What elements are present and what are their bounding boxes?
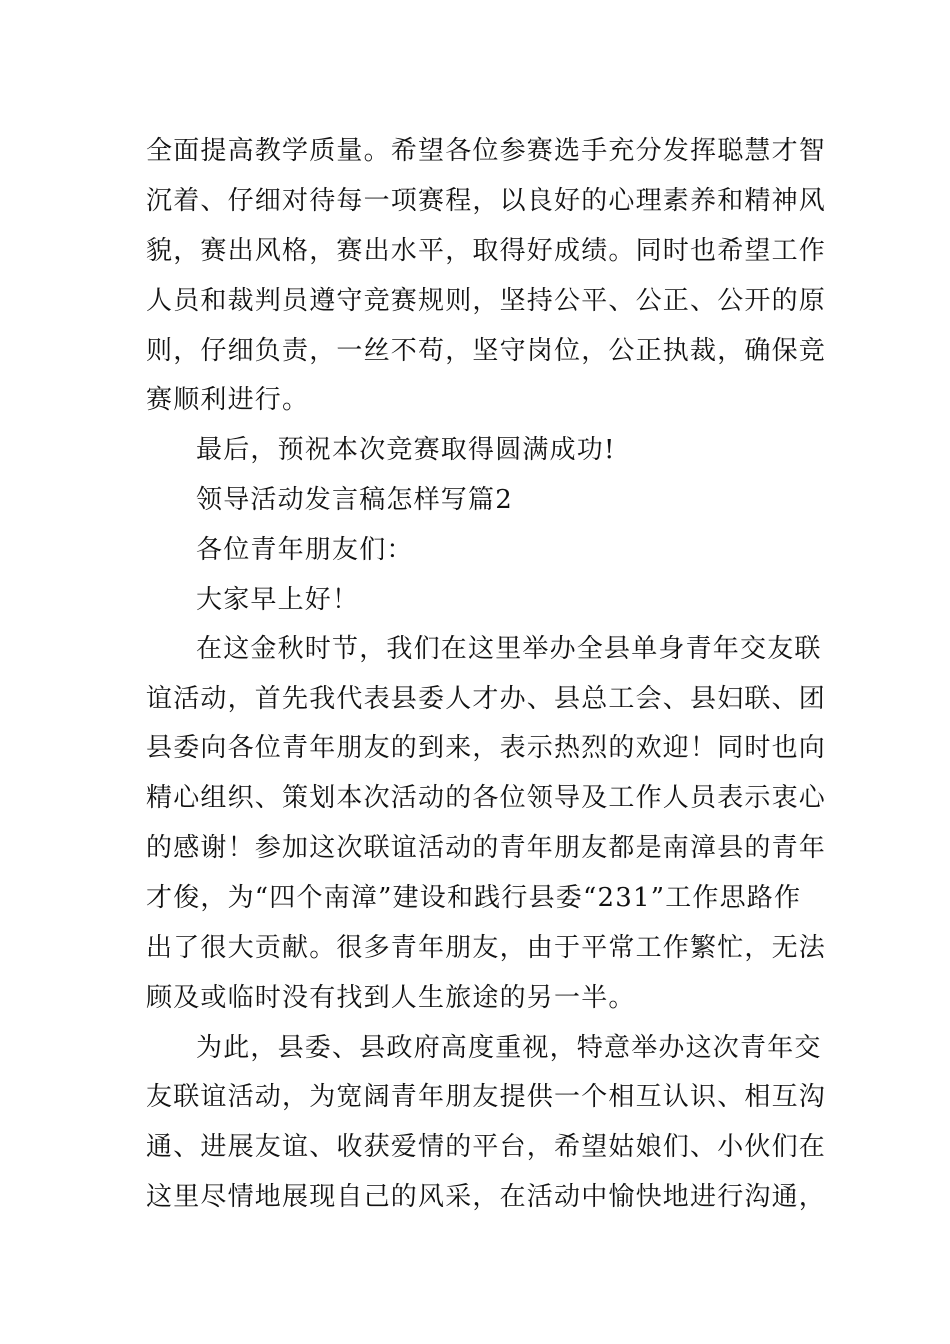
text-line: 谊活动，首先我代表县委人才办、县总工会、县妇联、团 xyxy=(146,684,827,714)
text-line: 貌，赛出风格，赛出水平，取得好成绩。同时也希望工作 xyxy=(146,236,827,266)
text-line: 赛顺利进行。 xyxy=(146,385,310,415)
text-line: 沉着、仔细对待每一项赛程，以良好的心理素养和精神风 xyxy=(146,186,827,216)
text-line: 友联谊活动，为宽阔青年朋友提供一个相互认识、相互沟 xyxy=(146,1082,827,1112)
text-line: 在这金秋时节，我们在这里举办全县单身青年交友联 xyxy=(196,634,822,664)
text-line: 精心组织、策划本次活动的各位领导及工作人员表示衷心 xyxy=(146,783,827,813)
closing-wish: 最后，预祝本次竞赛取得圆满成功! xyxy=(196,435,616,465)
text-line: 通、进展友谊、收获爱情的平台，希望姑娘们、小伙们在 xyxy=(146,1132,827,1162)
section-heading: 领导活动发言稿怎样写篇2 xyxy=(196,485,513,515)
text-line: 才俊，为“四个南漳”建设和践行县委“231”工作思路作 xyxy=(146,883,802,913)
salutation: 各位青年朋友们： xyxy=(196,535,414,565)
text-line: 则，仔细负责，一丝不苟，坚守岗位，公正执裁，确保竞 xyxy=(146,336,827,366)
text-line: 人员和裁判员遵守竞赛规则，坚持公平、公正、公开的原 xyxy=(146,286,827,316)
text-line: 出了很大贡献。很多青年朋友，由于平常工作繁忙，无法 xyxy=(146,933,827,963)
text-line: 县委向各位青年朋友的到来，表示热烈的欢迎！同时也向 xyxy=(146,733,827,763)
text-line: 顾及或临时没有找到人生旅途的另一半。 xyxy=(146,983,636,1013)
text-line: 这里尽情地展现自己的风采，在活动中愉快地进行沟通， xyxy=(146,1182,827,1212)
text-line: 全面提高教学质量。希望各位参赛选手充分发挥聪慧才智 xyxy=(146,136,827,166)
greeting: 大家早上好！ xyxy=(196,585,360,615)
text-line: 的感谢！参加这次联谊活动的青年朋友都是南漳县的青年 xyxy=(146,833,827,863)
text-line: 为此，县委、县政府高度重视，特意举办这次青年交 xyxy=(196,1033,822,1063)
